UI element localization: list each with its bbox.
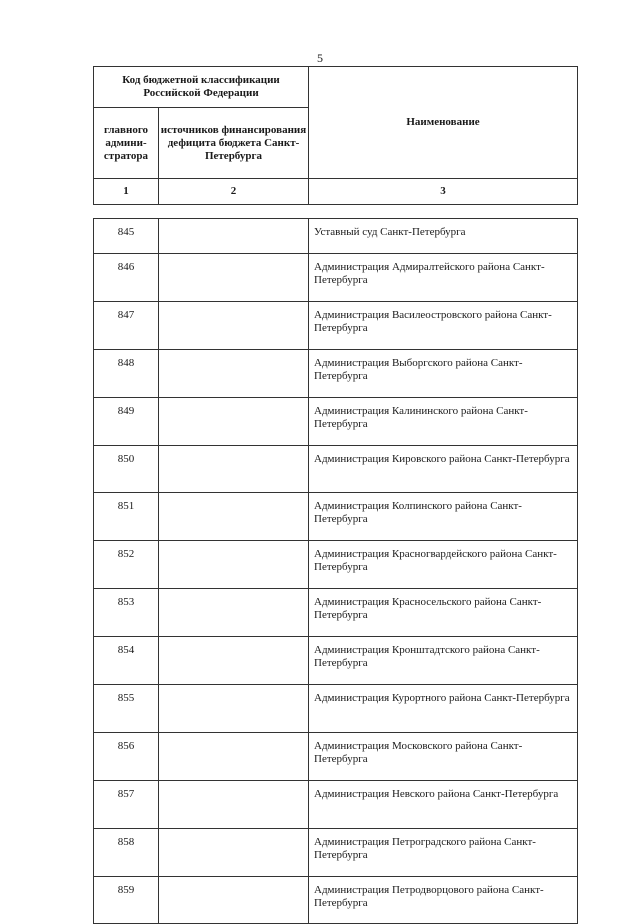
source-code-cell — [159, 828, 309, 876]
source-code-cell — [159, 780, 309, 828]
admin-code-cell: 859 — [94, 876, 159, 924]
table-row — [94, 254, 578, 302]
table-row — [94, 541, 578, 589]
table-row — [94, 876, 578, 924]
table-row — [94, 219, 578, 254]
source-code-cell — [159, 397, 309, 445]
header-sources: источников финансирования дефицита бюджета Санкт-Петербурга — [159, 108, 309, 179]
table-row — [94, 589, 578, 637]
header-num-3: 3 — [309, 179, 578, 205]
table-row — [94, 301, 578, 349]
name-cell: Администрация Петродворцового района Санкт-Петербурга — [309, 876, 578, 924]
source-code-cell — [159, 254, 309, 302]
page-number: 5 — [317, 51, 323, 65]
header-num-2: 2 — [159, 179, 309, 205]
admin-code-cell: 851 — [94, 493, 159, 541]
source-code-cell — [159, 876, 309, 924]
name-cell: Администрация Выборгского района Санкт-Петербурга — [309, 349, 578, 397]
source-code-cell — [159, 349, 309, 397]
table-row — [94, 493, 578, 541]
header-admin: главного админи-стратора — [94, 108, 159, 179]
source-code-cell — [159, 445, 309, 493]
name-cell: Администрация Красногвардейского района Санкт-Петербурга — [309, 541, 578, 589]
source-code-cell — [159, 637, 309, 685]
name-cell: Администрация Петроградского района Санкт-Петербурга — [309, 828, 578, 876]
header-name: Наименование — [309, 67, 578, 179]
table-row — [94, 397, 578, 445]
table-row — [94, 637, 578, 685]
admin-code-cell: 846 — [94, 254, 159, 302]
admin-code-cell: 845 — [94, 219, 159, 254]
admin-code-cell: 853 — [94, 589, 159, 637]
header-table — [93, 66, 578, 205]
admin-code-cell: 855 — [94, 685, 159, 733]
admin-code-cell: 854 — [94, 637, 159, 685]
source-code-cell — [159, 541, 309, 589]
name-cell: Администрация Московского района Санкт-Петербурга — [309, 732, 578, 780]
table-row — [94, 780, 578, 828]
admin-code-cell: 856 — [94, 732, 159, 780]
source-code-cell — [159, 301, 309, 349]
name-cell: Администрация Кронштадтского района Санкт-Петербурга — [309, 637, 578, 685]
data-table — [93, 218, 578, 924]
source-code-cell — [159, 219, 309, 254]
name-cell: Администрация Василеостровского района Санкт-Петербурга — [309, 301, 578, 349]
source-code-cell — [159, 493, 309, 541]
table-row — [94, 732, 578, 780]
table-row — [94, 349, 578, 397]
admin-code-cell: 852 — [94, 541, 159, 589]
name-cell: Администрация Калининского района Санкт-Петербурга — [309, 397, 578, 445]
source-code-cell — [159, 685, 309, 733]
admin-code-cell: 847 — [94, 301, 159, 349]
admin-code-cell: 857 — [94, 780, 159, 828]
table-row — [94, 445, 578, 493]
name-cell: Администрация Колпинского района Санкт-Петербурга — [309, 493, 578, 541]
table-row — [94, 828, 578, 876]
header-code-group: Код бюджетной классификации Российской Федерации — [94, 67, 309, 108]
name-cell: Администрация Красносельского района Санкт-Петербурга — [309, 589, 578, 637]
admin-code-cell: 850 — [94, 445, 159, 493]
table-row — [94, 685, 578, 733]
source-code-cell — [159, 589, 309, 637]
name-cell: Уставный суд Санкт-Петербурга — [309, 219, 578, 254]
source-code-cell — [159, 732, 309, 780]
name-cell: Администрация Курортного района Санкт-Петербурга — [309, 685, 578, 733]
name-cell: Администрация Адмиралтейского района Санкт-Петербурга — [309, 254, 578, 302]
admin-code-cell: 849 — [94, 397, 159, 445]
admin-code-cell: 858 — [94, 828, 159, 876]
admin-code-cell: 848 — [94, 349, 159, 397]
name-cell: Администрация Невского района Санкт-Петербурга — [309, 780, 578, 828]
header-num-1: 1 — [94, 179, 159, 205]
name-cell: Администрация Кировского района Санкт-Петербурга — [309, 445, 578, 493]
